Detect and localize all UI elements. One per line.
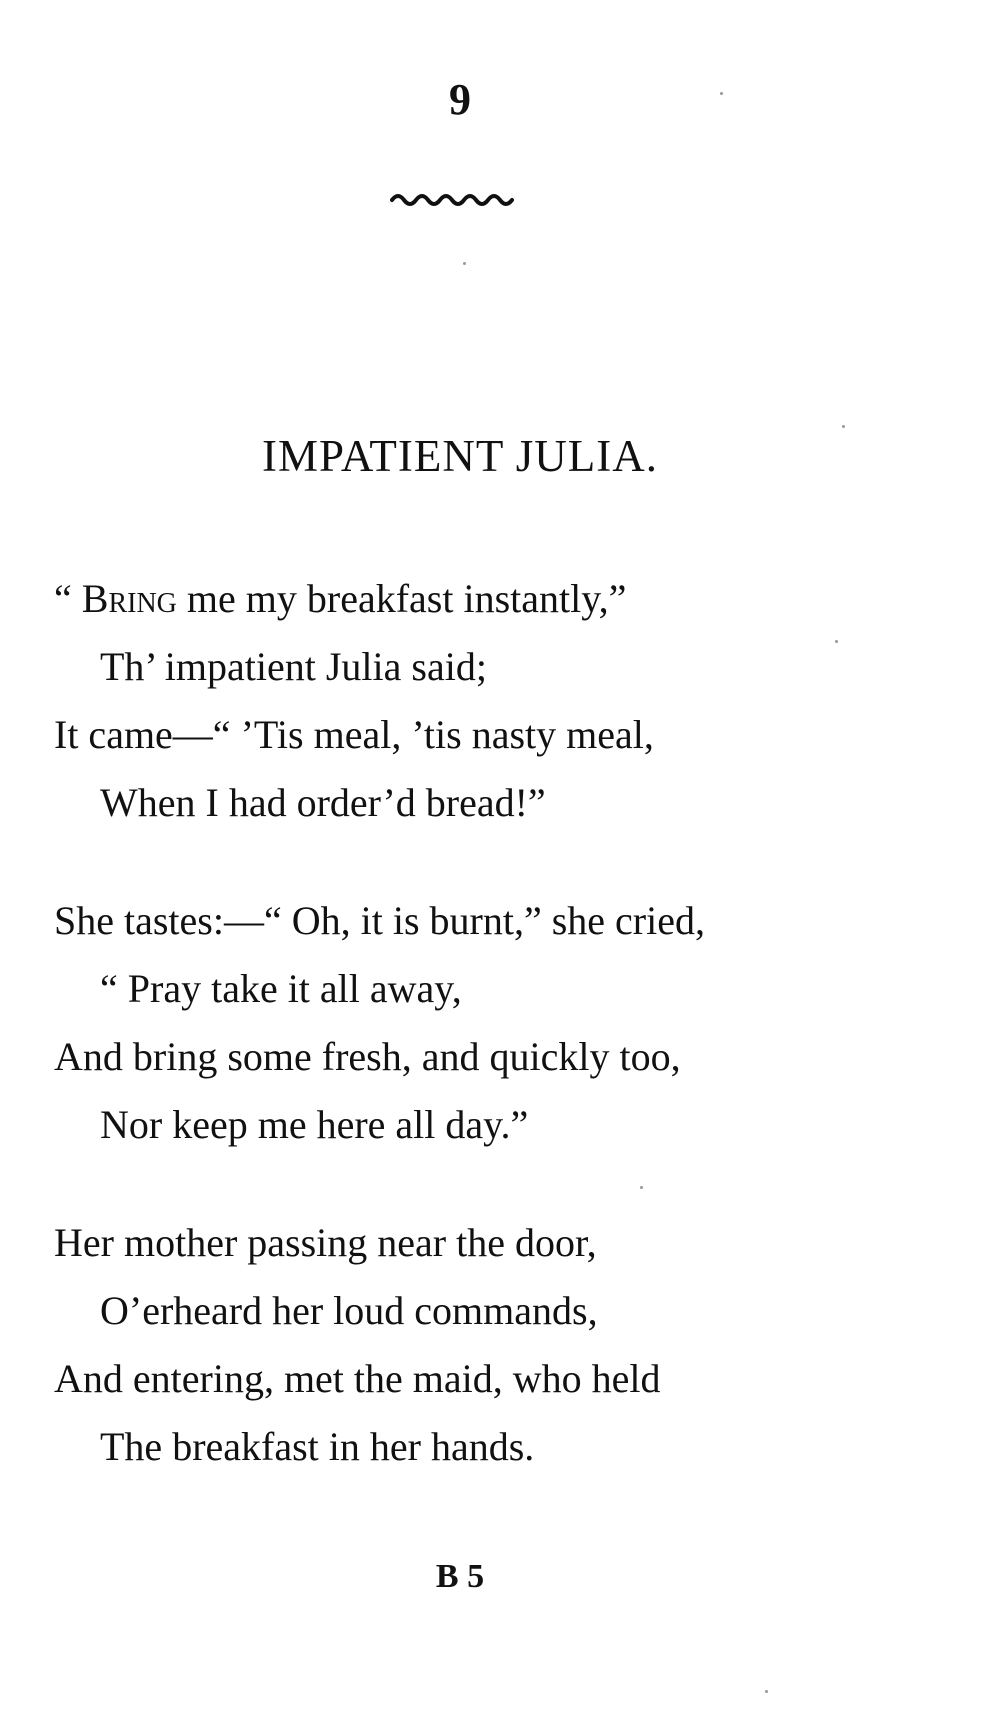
poem-line: And bring some fresh, and quickly too, bbox=[54, 1034, 681, 1079]
poem-line: Nor keep me here all day.” bbox=[100, 1102, 529, 1147]
poem-line: Her mother passing near the door, bbox=[54, 1220, 597, 1265]
poem-line bbox=[54, 565, 874, 633]
signature-mark: B 5 bbox=[435, 1558, 485, 1595]
line-text: me my breakfast instantly,” bbox=[176, 576, 627, 621]
paper-speck bbox=[765, 1690, 768, 1693]
wavy-ornament bbox=[390, 190, 520, 206]
paper-speck bbox=[463, 262, 466, 265]
poem-line: When I had order’d bread!” bbox=[100, 780, 546, 825]
stanza-1 bbox=[54, 565, 874, 837]
poem-line: O’erheard her loud commands, bbox=[100, 1288, 598, 1333]
poem-line: It came—“ ’Tis meal, ’tis nasty meal, bbox=[54, 712, 654, 757]
poem-line: “ Pray take it all away, bbox=[100, 966, 462, 1011]
poem-line: She tastes:—“ Oh, it is burnt,” she cried, bbox=[54, 898, 705, 943]
page-number: 9 bbox=[449, 75, 471, 124]
paper-speck bbox=[640, 1186, 643, 1189]
paper-speck bbox=[835, 640, 838, 643]
poem-body bbox=[54, 565, 874, 1531]
stanza-2 bbox=[54, 887, 874, 1159]
small-caps-word: Bring bbox=[81, 576, 177, 621]
poem-line: Th’ impatient Julia said; bbox=[100, 644, 487, 689]
poem-line: And entering, met the maid, who held bbox=[54, 1356, 661, 1401]
poem-title: IMPATIENT JULIA. bbox=[261, 431, 659, 481]
poem-line: The breakfast in her hands. bbox=[100, 1424, 535, 1469]
paper-speck bbox=[720, 92, 723, 95]
stanza-3 bbox=[54, 1209, 874, 1481]
opening-quote: “ bbox=[54, 576, 82, 621]
paper-speck bbox=[842, 425, 845, 428]
